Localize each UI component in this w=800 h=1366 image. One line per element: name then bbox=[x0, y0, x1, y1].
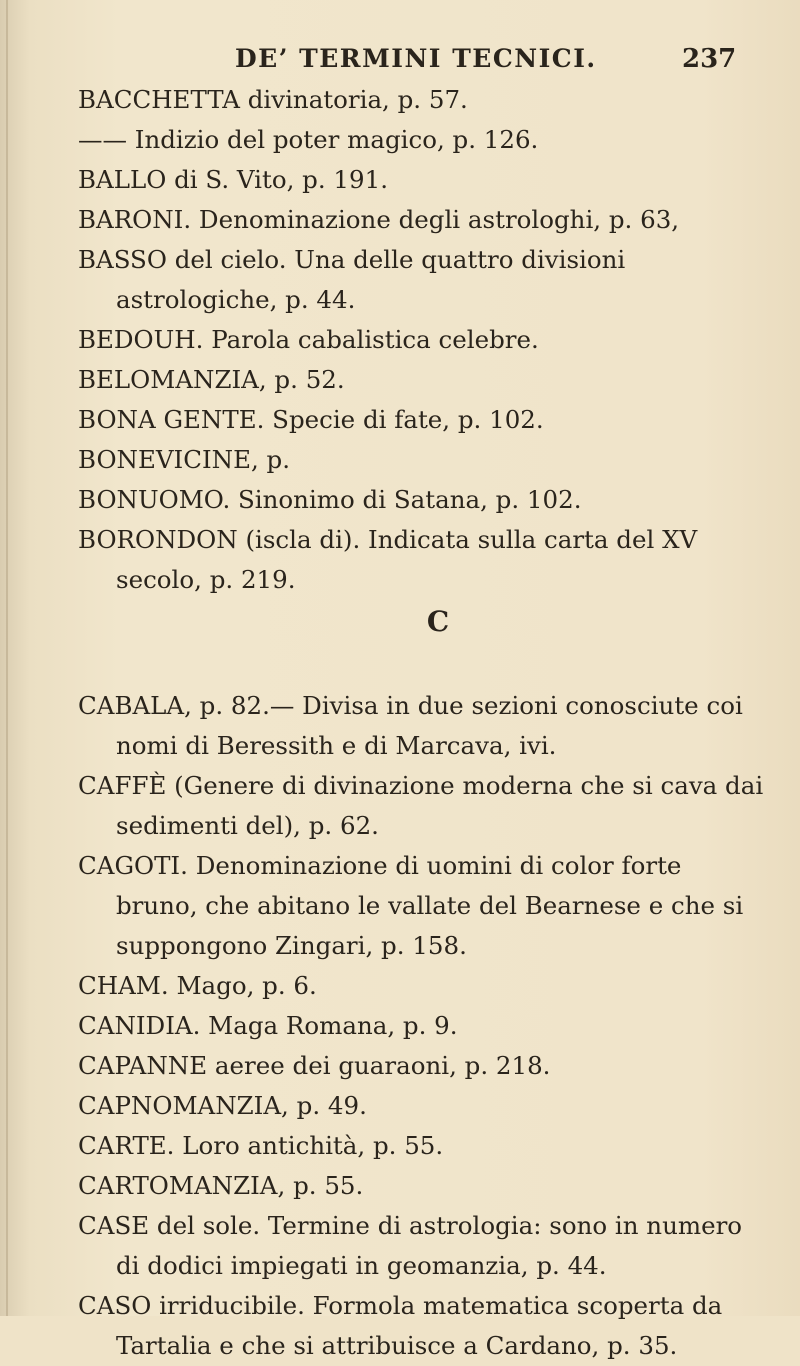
glossary-entry: BONA GENTE. Specie di fate, p. 102. bbox=[78, 405, 544, 434]
glossary-entry: BORONDON (iscla di). Indicata sulla carta del XV secolo, p. 219. bbox=[78, 525, 698, 594]
section-letter: C bbox=[426, 605, 450, 638]
glossary-entry: CAPANNE aeree dei guaraoni, p. 218. bbox=[78, 1051, 551, 1080]
running-title: DE’ TERMINI TECNICI. bbox=[235, 44, 597, 73]
page-gutter bbox=[6, 0, 8, 1316]
glossary-entry: BASSO del cielo. Una delle quattro divisioni astrologiche, p. 44. bbox=[78, 245, 626, 314]
glossary-entry: CANIDIA. Maga Romana, p. 9. bbox=[78, 1011, 458, 1040]
glossary-entry: BALLO di S. Vito, p. 191. bbox=[78, 165, 388, 194]
glossary-entry: BELOMANZIA, p. 52. bbox=[78, 365, 345, 394]
glossary-entry: CASO irriducibile. Formola matematica scoperta da Tartalia e che si attribuisce a Cardano, p. 35. bbox=[78, 1291, 723, 1360]
glossary-entry: BEDOUH. Parola cabalistica celebre. bbox=[78, 325, 539, 354]
glossary-entry: CASE del sole. Termine di astrologia: sono in numero di dodici impiegati in geomanzia, p. 44. bbox=[78, 1211, 743, 1280]
glossary-entry: CAPNOMANZIA, p. 49. bbox=[78, 1091, 367, 1120]
page-header bbox=[0, 44, 800, 84]
glossary-entry: —— Indizio del poter magico, p. 126. bbox=[78, 125, 539, 154]
glossary-entry: CABALA, p. 82.— Divisa in due sezioni conosciute coi nomi di Beressith e di Marcava, ivi. bbox=[78, 691, 743, 760]
glossary-entry: BACCHETTA divinatoria, p. 57. bbox=[78, 85, 468, 114]
page-number: 237 bbox=[682, 44, 737, 74]
glossary-entry: BARONI. Denominazione degli astrologhi, p. 63, bbox=[78, 205, 680, 234]
glossary-entry: BONEVICINE, p. bbox=[78, 445, 291, 474]
glossary-entry: CARTE. Loro antichità, p. 55. bbox=[78, 1131, 444, 1160]
glossary-entry: CAFFÈ (Genere di divinazione moderna che si cava dai sedimenti del), p. 62. bbox=[78, 771, 764, 840]
glossary-entry: CARTOMANZIA, p. 55. bbox=[78, 1171, 364, 1200]
glossary-entry: CAGOTI. Denominazione di uomini di color forte bruno, che abitano le vallate del Bearnese e che si suppongono Zingari, p. 158. bbox=[78, 851, 744, 960]
glossary-entry: BONUOMO. Sinonimo di Satana, p. 102. bbox=[78, 485, 582, 514]
glossary-entries bbox=[78, 80, 768, 1366]
glossary-entry: CHAM. Mago, p. 6. bbox=[78, 971, 317, 1000]
